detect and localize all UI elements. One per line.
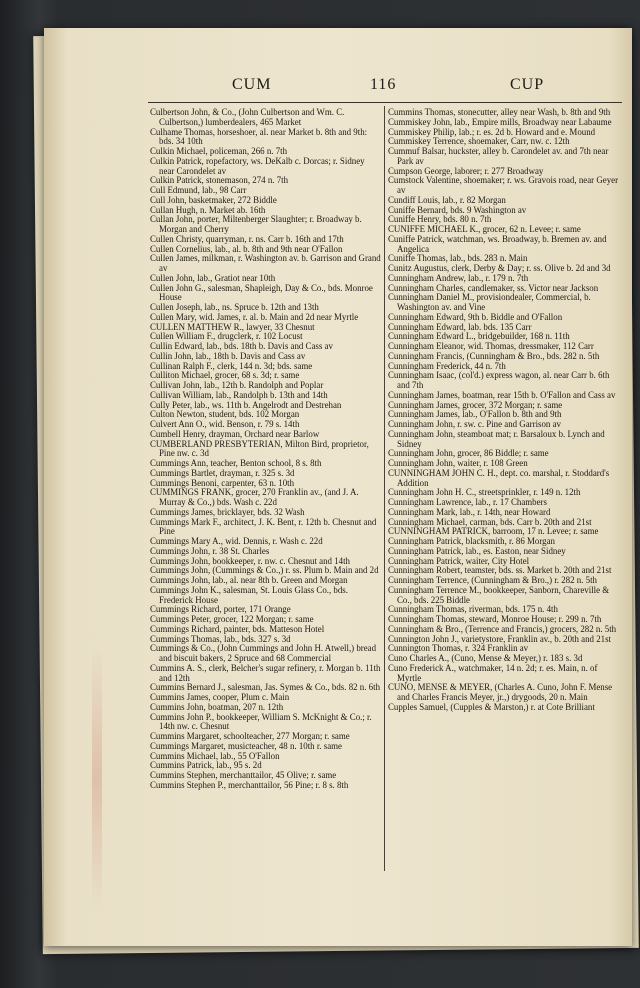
directory-entry: Cunnington John J., varietystore, Franklin av., b. 20th and 21st [388, 633, 612, 644]
directory-entry: Cunningham Patrick, blacksmith, r. 86 Morgan [388, 536, 555, 546]
directory-entry: Cunnington Thomas, r. 324 Franklin av [388, 643, 529, 654]
directory-entry: Cullen Cornelius, lab., al. b. 8th and 9th near O'Fallon [150, 243, 343, 254]
directory-entry: Cullivan William, lab., Randolph b. 13th and 14th [150, 389, 328, 400]
directory-entry: Cullan Hugh, n. Market ab. 16th [150, 204, 266, 215]
directory-entry: Cunningham Francis, (Cunningham & Bro., bds. 282 n. 5th [388, 350, 600, 361]
directory-entry: CUMMINGS FRANK, grocer, 270 Franklin av., (and J. A. Murray & Co.,) bds. Wash c. 22d [150, 487, 359, 507]
directory-entry: Cummins Thomas, stonecutter, alley near Wash, b. 8th and 9th [388, 107, 611, 117]
left-column [150, 108, 382, 791]
directory-entry: Culliton Michael, grocer, 68 s. 3d; r. same [150, 370, 300, 381]
directory-entry: Cullen John G., salesman, Shapleigh, Day & Co., bds. Monroe House [150, 282, 373, 303]
directory-entry: Cummins John P., bookkeeper, William S. McKnight & Co.; r. 14th nw. c. Chesnut [150, 711, 372, 732]
directory-entry: Cunningham Lawrence, lab., r. 17 Chambers [388, 497, 547, 507]
guide-word-left: CUM [232, 76, 272, 93]
directory-entry: Cummings John K., salesman, St. Louis Glass Co., bds. Frederick House [150, 584, 348, 605]
directory-entry: Cummings Peter, grocer, 122 Morgan; r. same [150, 614, 314, 624]
directory-entry: Cuniffe Henry, bds. 80 n. 7th [388, 214, 492, 225]
directory-entry: Cuno Frederick A., watchmaker, 14 n. 2d; r. es. Main, n. of Myrtle [388, 662, 598, 683]
directory-entry: Cummings Richard, porter, 171 Orange [150, 604, 291, 615]
directory-entry: Cunningham Daniel M., provisiondealer, Commercial, b. Washington av. and Vine [388, 292, 591, 312]
directory-entry: Cunningham John, r. sw. c. Pine and Garrison av [388, 419, 561, 429]
directory-entry: Cullinan Ralph F., clerk, 144 n. 3d; bds. same [150, 360, 313, 371]
directory-entry: CUNO, MENSE & MEYER, (Charles A. Cuno, John F. Mense and Charles Francis Meyer, jr.,) drygoods, 20 n. Main [388, 682, 613, 702]
directory-entry: Cummings Mary A., wid. Dennis, r. Wash c. 22d [150, 536, 323, 546]
directory-entry: Cummuf Balsar, huckster, alley b. Carondelet av. and 7th near Park av [388, 146, 609, 166]
directory-entry: Cuno Charles A., (Cuno, Mense & Meyer,) r. 183 s. 3d [388, 653, 583, 663]
column-divider [384, 106, 385, 871]
directory-entry: Cummings Thomas, lab., bds. 327 s. 3d [150, 633, 291, 644]
directory-entry: Cummings John, lab., al. near 8th b. Green and Morgan [150, 575, 348, 585]
directory-entry: Cummings Bartlet, drayman, r. 325 s. 3d [150, 467, 295, 478]
directory-entry: Cunningham Mark, lab., r. 14th, near Howard [388, 506, 551, 517]
directory-entry: Cumpson George, laborer; r. 277 Broadway [388, 165, 544, 176]
directory-entry: Cummings Ann, teacher, Benton school, 8 s. 8th [150, 458, 322, 468]
directory-entry: Cummings John, r. 38 St. Charles [150, 545, 270, 556]
directory-entry: Culkin Michael, policeman, 266 n. 7th [150, 146, 288, 156]
directory-entry: Cummins A. S., clerk, Belcher's sugar refinery, r. Morgan b. 11th and 12th [150, 662, 381, 683]
directory-entry: Cummings Mark F., architect, J. K. Bent, r. 12th b. Chesnut and Pine [150, 516, 377, 537]
directory-entry: Cunitz Augustus, clerk, Derby & Day; r. ss. Olive b. 2d and 3d [388, 263, 611, 273]
page-header [100, 76, 568, 102]
directory-entry: Cummins Stephen, merchanttailor, 45 Olive; r. same [150, 770, 337, 780]
directory-entry: Cummings John, (Cummings & Co.,) r. ss. Plum b. Main and 2d [150, 565, 379, 576]
directory-entry: CUNNINGHAM PATRICK, barroom, 17 n. Levee; r. same [388, 526, 599, 537]
directory-entry: Cummins Margaret, schoolteacher, 277 Morgan; r. same [150, 731, 350, 741]
directory-entry: Cullin John, lab., 18th b. Davis and Cass av [150, 350, 306, 361]
directory-entry: Cummings Richard, painter, bds. Matteson Hotel [150, 623, 325, 634]
directory-entry: Cullen Joseph, lab., ns. Spruce b. 12th and 13th [150, 302, 319, 312]
directory-entry: Culbertson John, & Co., (John Culbertson and Wm. C. Culbertson,) lumberdealers, 465 Market [150, 107, 345, 127]
directory-entry: Culton Newton, student, bds. 102 Morgan [150, 409, 300, 420]
directory-entry: Cummings John, bookkeeper, r. nw. c. Chesnut and 14th [150, 555, 350, 566]
directory-entry: Cunningham John, grocer, 86 Biddle; r. same [388, 448, 549, 459]
directory-entry: Cuniffe Bernard, bds. 9 Washington av [388, 204, 527, 215]
directory-entry: Cundiff Louis, lab., r. 82 Morgan [388, 194, 506, 205]
page-number: 116 [370, 76, 397, 93]
directory-entry: Cummins Michael, lab., 55 O'Fallon [150, 750, 280, 761]
directory-entry: Cuniffe Patrick, watchman, ws. Broadway, b. Bremen av. and Angelica [388, 233, 607, 254]
directory-entry: Cunningham Edward, lab. bds. 135 Carr [388, 321, 532, 332]
directory-entry: Culkin Patrick, ropefactory, ws. DeKalb c. Dorcas; r. Sidney near Carondelet av [150, 155, 365, 176]
directory-entry: Cunningham Michael, carman, bds. Carr b. 20th and 21st [388, 516, 592, 527]
directory-entry: Cunningham James, lab., O'Fallon b. 8th and 9th [388, 409, 562, 420]
directory-entry: Cummins John, boatman, 207 n. 12th [150, 701, 284, 712]
directory-entry: Cunningham & Bro., (Terrence and Francis,) grocers, 282 n. 5th [388, 623, 617, 634]
directory-entry: Cullen Christy, quarryman, r. ns. Carr b. 16th and 17th [150, 233, 344, 244]
directory-entry: Cullivan John, lab., 12th b. Randolph and Poplar [150, 380, 324, 390]
directory-entry: Cull John, basketmaker, 272 Biddle [150, 194, 277, 205]
directory-entry: Cunningham Thomas, steward, Monroe House; r. 299 n. 7th [388, 614, 602, 624]
directory-entry: Cummiskey Terrence, shoemaker, Carr, nw. c. 12th [388, 136, 570, 147]
directory-entry: Cummiskey Philip, lab.; r. es. 2d b. Howard and e. Mound [388, 126, 596, 137]
directory-entry: Cunningham Charles, candlemaker, ss. Victor near Jackson [388, 282, 599, 293]
directory-entry: Cullen Mary, wid. James, r. al. b. Main and 2d near Myrtle [150, 311, 359, 322]
directory-entry: Culkin Patrick, stonemason, 274 n. 7th [150, 175, 289, 186]
directory-entry: Cunningham Robert, teamster, bds. ss. Market b. 20th and 21st [388, 565, 612, 576]
directory-entry: CULLEN MATTHEW R., lawyer, 33 Chesnut [150, 321, 315, 332]
directory-entry: Cunningham Eleanor, wid. Thomas, dressmaker, 112 Carr [388, 341, 594, 351]
guide-word-right: CUP [510, 76, 545, 93]
directory-entry: Cunningham Isaac, (col'd.) express wagon, al. near Carr b. 6th and 7th [388, 370, 610, 390]
directory-entry: Cullan John, porter, Miltenberger Slaughter; r. Broadway b. Morgan and Cherry [150, 214, 362, 234]
directory-entry: Culvert Ann O., wid. Benson, r. 79 s. 14th [150, 419, 300, 429]
directory-entry: Cunningham John H. C., streetsprinkler, r. 149 n. 12th [388, 487, 581, 498]
directory-entry: Cumstock Valentine, shoemaker; r. ws. Gravois road, near Geyer av [388, 175, 619, 195]
directory-entry: Cummings & Co., (John Cummings and John H. Atwell,) bread and biscuit bakers, 2 Spruce and 68 Commercial [150, 643, 377, 663]
directory-entry: CUNIFFE MICHAEL K., grocer, 62 n. Levee; r. same [388, 224, 581, 234]
directory-entry: Cunningham John, waiter, r. 108 Green [388, 458, 528, 468]
directory-entry: Cullen James, milkman, r. Washington av. b. Garrison and Grand av [150, 253, 381, 273]
directory-entry: Cunningham John, steamboat mat; r. Barsaloux b. Lynch and Sidney [388, 428, 605, 449]
right-column [388, 108, 620, 713]
directory-entry: Cunningham Andrew, lab., r. 179 n. 7th [388, 272, 529, 283]
directory-entry: Cunningham Patrick, waiter, City Hotel [388, 555, 530, 566]
directory-entry: Cummings Benoni, carpenter, 63 n. 10th [150, 477, 295, 488]
directory-entry: Cumbell Henry, drayman, Orchard near Barlow [150, 428, 320, 439]
directory-entry: Cummiskey John, lab., Empire mills, Broadway near Labaume [388, 116, 612, 127]
directory-entry: Cunningham Terrence M., bookkeeper, Sanborn, Chareville & Co., bds. 225 Biddle [388, 584, 610, 605]
directory-entry: Cullen William F., drugclerk, r. 102 Locust [150, 331, 303, 342]
directory-entry: Cunningham Terrence, (Cunningham & Bro.,) r. 282 n. 5th [388, 575, 597, 585]
directory-entry: Cummings James, bricklayer, bds. 32 Wash [150, 506, 305, 517]
directory-entry: Cunningham Edward, 9th b. Biddle and O'Fallon [388, 311, 563, 322]
directory-entry: Cull Edmund, lab., 98 Carr [150, 185, 247, 195]
directory-entry: Cummins Bernard J., salesman, Jas. Symes & Co., bds. 82 n. 6th [150, 682, 381, 693]
directory-entry: Cunningham Edward L., bridgebuilder, 168 n. 11th [388, 331, 570, 342]
directory-entry: Cullen John, lab., Gratiot near 10th [150, 272, 276, 283]
directory-entry: Cunningham Thomas, riverman, bds. 175 n. 4th [388, 604, 558, 615]
directory-entry: Cullin Edward, lab., bds. 18th b. Davis and Cass av [150, 341, 333, 351]
directory-entry: CUMBERLAND PRESBYTERIAN, Milton Bird, proprietor, Pine nw. c. 3d [150, 438, 369, 459]
directory-entry: Cummins James, cooper, Plum c. Main [150, 692, 290, 702]
page-stain [92, 648, 102, 908]
directory-entry: Cuniffe Thomas, lab., bds. 283 n. Main [388, 253, 528, 264]
directory-entry: Cunningham James, grocer, 372 Morgan; r. same [388, 399, 563, 410]
directory-entry: Culhame Thomas, horseshoer, al. near Market b. 8th and 9th: bds. 34 10th [150, 126, 368, 147]
directory-entry: Cupples Samuel, (Cupples & Marston,) r. at Cote Brilliant [388, 701, 595, 712]
directory-entry: Cummins Patrick, lab., 95 s. 2d [150, 760, 262, 771]
directory-entry: Cummins Stephen P., merchanttailor, 56 Pine; r. 8 s. 8th [150, 779, 349, 790]
directory-entry: Cummings Margaret, musicteacher, 48 n. 10th r. same [150, 740, 342, 751]
directory-entry: CUNNINGHAM JOHN C. H., dept. co. marshal, r. Stoddard's Addition [388, 467, 610, 488]
directory-entry: Cunningham Frederick, 44 n. 7th [388, 360, 506, 371]
directory-entry: Cully Peter, lab., ws. 11th b. Angelrodt and Destrehan [150, 399, 342, 410]
directory-entry: Cunningham Patrick, lab., es. Easton, near Sidney [388, 545, 566, 556]
directory-entry: Cunningham James, boatman, rear 15th b. O'Fallon and Cass av [388, 389, 616, 400]
header-rule [148, 102, 622, 103]
